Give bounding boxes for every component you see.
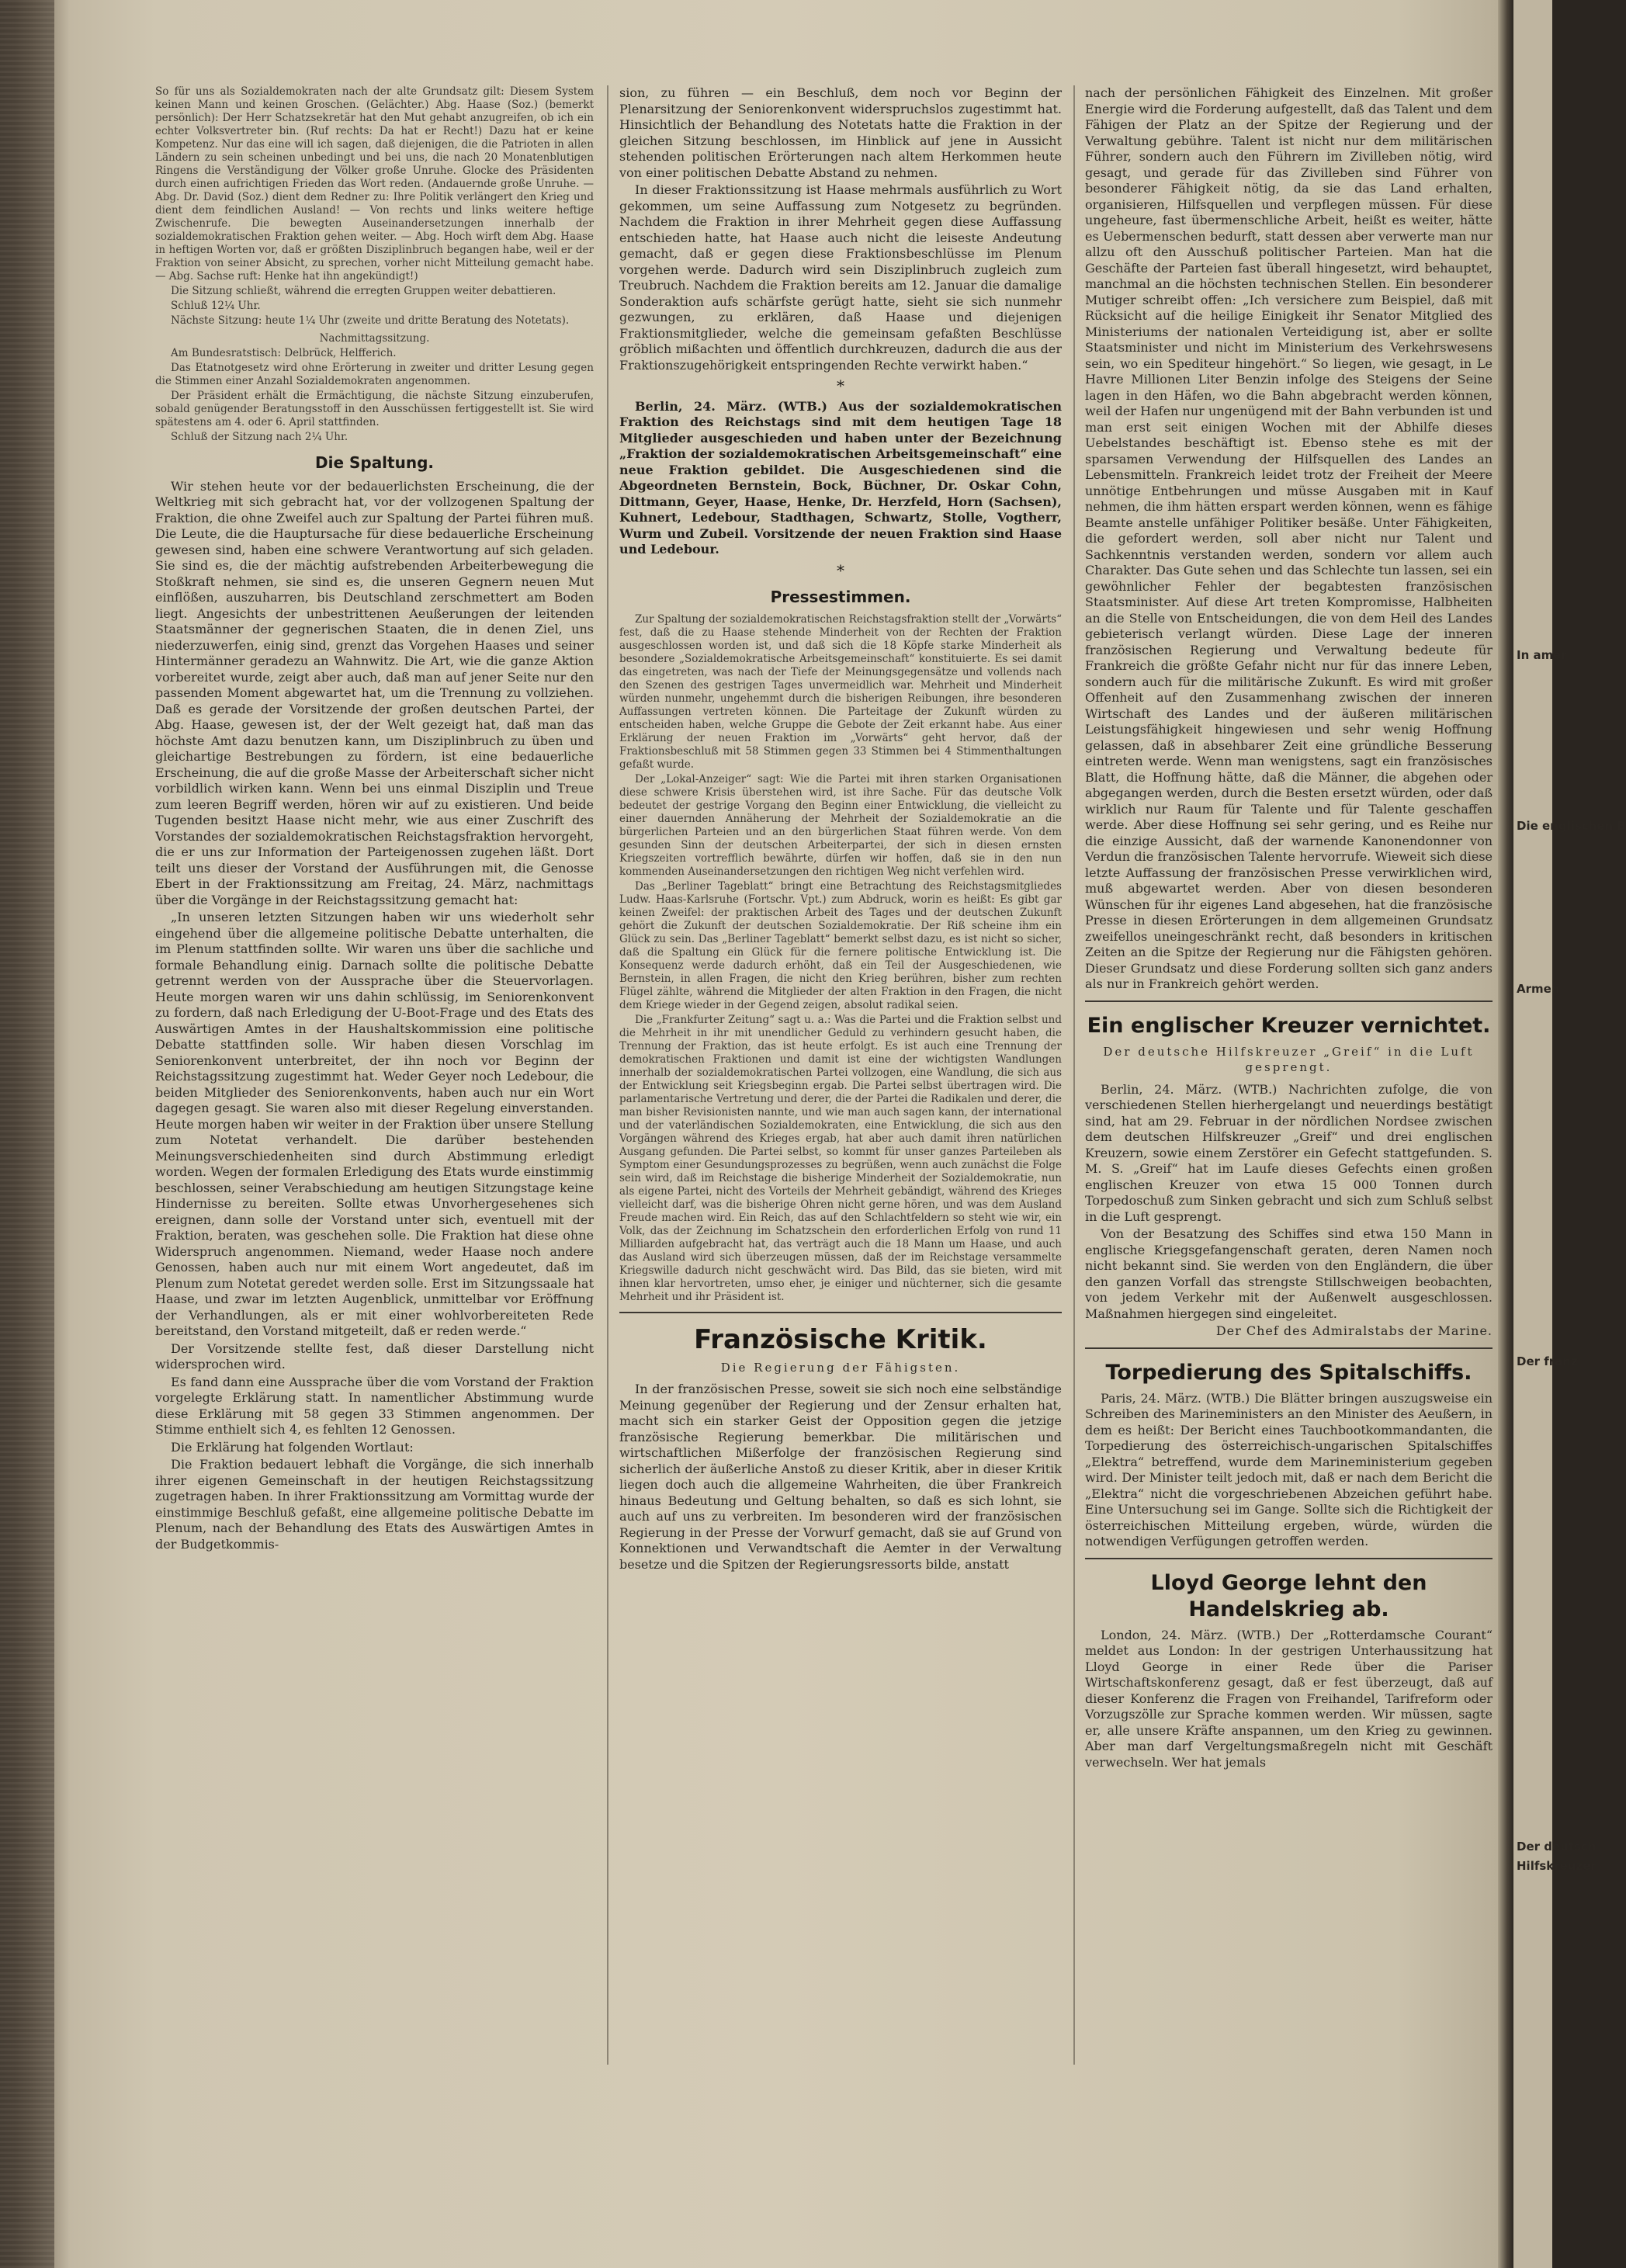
- adjacent-page-edge: [1513, 0, 1626, 2268]
- kreuzer-paragraph-2: Von der Besatzung des Schiffes sind etwa 150 Mann in englische Kriegsgefangenschaft geraten, deren Namen noch nicht bekannt sind. Sie werden von den Engländern, die über den ganzen Vorfall das strengste Stillschweigen beobachten, von jedem Verkehr mit der Außenwelt ausgeschlossen. Maßnahmen hiergegen sind eingeleitet.: [1085, 1226, 1493, 1321]
- presse-paragraph-4: Die „Frankfurter Zeitung“ sagt u. a.: Was die Partei und die Fraktion selbst und die Mehrheit in ihr mit unendlicher Geduld zu verhindern gesucht haben, die Trennung der Fraktion, das ist heute erfolgt. Es ist auch eine Trennung der demokratischen Fraktionen und damit ist eine der wichtigsten Wandlungen innerhalb der sozialdemokratischen Partei vollzogen, eine Wandlung, die sich aus der Entwicklung seit Kriegsbeginn ergab. Die Partei selbst übertragen wird. Die parlamentarische Vertretung und derer, die der Partei die Radikalen und derer, die man bisher Revisionisten nannte, und wie man auch sagen kann, der international und der vaterländischen Sozialdemokraten, eine Entwicklung, die sich aus den Vorgängen während des Krieges ergab, hat aber auch damit ihren natürlichen Ausgang gefunden. Die Partei selbst, so kommt für unser ganzes Parteileben als Symptom einer Gesundungsprozesses zu begrüßen, wenn auch zunächst die Folge sein wird, daß im Reichstage die bisherige Minderheit der Sozialdemokratie, nun als eigene Partei, nicht des Vorteils der Mehrheit gebändigt, während des Krieges vielleicht darf, was die bisherige Ohren nicht gerne hören, und was dem Ausland Freude machen wird. Ein Reich, das auf den Schlachtfeldern so steht wie wir, ein Volk, das der Zeichnung im Schatzschein den erforderlichen Erfolg von rund 11 Milliarden aufgebracht hat, das verträgt auch die 18 Mann um Haase, und auch das Ausland wird sich überzeugen müssen, daß der im Reichstage versammelte Kriegswille dadurch nicht geschwächt wird. Das Bild, das sie bieten, wird mit ihnen klar hervortreten, umso eher, je einiger und nüchterner, sich die gesamte Mehrheit und ihr Präsident ist.: [619, 1013, 1062, 1303]
- page-gutter: [1498, 0, 1513, 2268]
- spaltung-after: Der Vorsitzende stellte fest, daß dieser Darstellung nicht widersprochen wird.: [155, 1340, 594, 1372]
- debate-opening: So für uns als Sozialdemokraten nach der alte Grundsatz gilt: Diesem System keinen Mann und keinen Groschen. (Gelächter.) Abg. Haase (Soz.) (bemerkt persönlich): Der Herr Schatzsekretär hat den Mut gehabt anzugreifen, ob ich ein echter Volksvertreter bin. (Ruf rechts: Da hat er Recht!) Dazu hat er keine Kompetenz. Nur das eine will ich sagen, daß diejenigen, die die Patrioten in allen Ländern zu sein scheinen unbedingt und bei uns, die nach 20 Monatenblutigen Ringens die Verständigung der Völker große Unruhe. Glocke des Präsidenten durch einen aufrichtigen Frieden das Wort reden. (Andauernde große Unruhe. — Abg. Dr. David (Soz.) dient dem Redner zu: Ihre Politik verlängert den Krieg und dient dem feindlichen Ausland! — Von rechts und links weitere heftige Zwischenrufe. Die bewegten Auseinandersetzungen innerhalb der sozialdemokratischen Fraktion gehen weiter. — Abg. Hoch wirft dem Abg. Haase in heftigen Worten vor, daß er größten Disziplinbruch begangen habe, weil er der Fraktion von seiner Absicht, zu sprechen, vorher nicht Mitteilung gemacht habe. — Abg. Sachse ruft: Henke hat ihn angekündigt!): [155, 85, 594, 283]
- spaltung-wording: Die Erklärung hat folgenden Wortlaut:: [171, 1439, 414, 1455]
- headline-lloyd-george: Lloyd George lehnt den Handelskrieg ab.: [1150, 1570, 1427, 1621]
- edge-fragment: Der deutsch: [1517, 1840, 1597, 1854]
- kritik-continuation: nach der persönlichen Fähigkeit des Einzelnen. Mit großer Energie wird die Forderung aufgestellt, daß das Talent und dem Fähigen der Platz an der Spitze der Regierung und der Verwaltung gebühre. Talent ist nicht nur dem militärischen Führer, sondern auch den Führern im Zivilleben nötig, wird gesagt, und gerade für das Zivilleben sind Führer von besonderer Fähigkeit nötig, da sie das Land erhalten, organisieren, Hilfsquellen und verpflegen müssen. Für diese ungeheure, fast übermenschliche Arbeit, heißt es weiter, hätte es Uebermenschen bedurft, statt dessen aber verwerte man nur allzu oft den Ausschuß politischer Parteien. Man hat die Geschäfte der Parteien fast überall hingesetzt, wird behauptet, manchmal an die höchsten technischen Stellen. Ein besonderer Mutiger schreibt offen: „Ich versichere zum Beispiel, daß mit Rücksicht auf die heilige Einigkeit ihr Senator Mitglied des Ministeriums der nationalen Verteidigung ist, aber er sollte Staatsminister und nicht im Ministerium des Verkehrswesens sein, wo ein Spediteur hingehört.“ So liegen, wie gesagt, in Le Havre Millionen Liter Benzin infolge des Steigens der Seine lagen in den Häfen, wo die Bahn abgebracht werden können, weil der Hafen nur ungenügend mit der Bahn verbunden ist und man erst seit einigen Wochen mit der Abhilfe dieses Uebelstandes beschäftigt ist. Ebenso stehe es mit der sparsamen Verwendung der Hilfsquellen des Landes an Lebensmitteln. Frankreich leidet trotz der Freiheit der Meere unnötige Entbehrungen und müsse Ausgaben mit in Kauf nehmen, die ihm hätten erspart werden können, wenn es fähige Beamte anstelle unfähiger Politiker besäße. Unter Fähigkeiten, die gefordert werden, soll aber nicht nur Talent und Sachkenntnis verstanden werden, sondern vor allem auch Charakter. Das Gute sehen und das Schlechte tun lassen, sei ein gewöhnlicher Fehler der begabtesten französischen Staatsminister. Auf diese Art treten Kompromisse, Halbheiten an die Stelle von Entscheidungen, die von dem Heil des Landes gebieterisch verlangt würden. Diese Lage der inneren französischen Regierung und Verwaltung bedeute für Frankreich die größte Gefahr nicht nur für das innere Leben, sondern auch für die militärische Zukunft. Es wird mit großer Offenheit auf den Zusammenhang zwischen der inneren Wirtschaft des Landes und der äußeren militärischen Leistungsfähigkeit hingewiesen und sehr wenig Hoffnung gelassen, daß in absehbarer Zeit eine gründliche Besserung eintreten werde. Wenn man wenigstens, sagt ein französisches Blatt, die Hoffnung hätte, daß die Männer, die abgehen oder abgegangen werden, durch die Besten ersetzt würden, oder daß wirklich nur Raum für Talente und für Talente geschaffen werde. Aber diese Hoffnung sei sehr gering, und es Reihe nur die einzige Aussicht, daß der warnende Kanonendonner von Verdun die französischen Talente hervorrufe. Wieweit sich diese letzte Auffassung der französischen Presse verwirklichen wird, muß abgewartet werden. Aber von diesen besonderen Wünschen für ihr eigenes Land abgesehen, hat die französische Presse in diesen Erörterungen in dem allgemeinen Grundsatz zweifellos uneingeschränkt recht, daß besonders in kritischen Zeiten an die Spitze der Regierung nur die Fähigsten gehören. Dieser Grundsatz und diese Forderung sollten sich ganz anders als nur in Frankreich gehört werden.: [1085, 85, 1493, 991]
- continuation: sion, zu führen — ein Beschluß, dem noch vor Beginn der Plenarsitzung der Seniorenkonvent widerspruchslos zugestimmt hat. Hinsichtlich der Behandlung des Notetats hatte die Fraktion in der gleichen Sitzung beschlossen, im Hinblick auf jene in Aussicht stehenden politischen Erörterungen nach altem Herkommen heute von einer politischen Debatte Abstand zu nehmen.: [619, 85, 1062, 180]
- headline-franzoesische-kritik: Französische Kritik.: [694, 1323, 987, 1355]
- kreuzer-paragraph-1: Berlin, 24. März. (WTB.) Nachrichten zufolge, die von verschiedenen Stellen hierhergelangt und neuerdings bestätigt sind, hat am 29. Februar in der nördlichen Nordsee zwischen dem deutschen Hilfskreuzer „Greif“ und drei englischen Kreuzern, sowie einem Zerstörer ein Gefecht stattgefunden. S. M. S. „Greif“ hat im Laufe dieses Gefechts einen großen englischen Kreuzer von etwa 15 000 Tonnen durch Torpedoschuß zum Sinken gebracht und sich zum Schluß selbst in die Luft gesprengt.: [1085, 1081, 1493, 1224]
- spaltung-declaration: Die Fraktion bedauert lebhaft die Vorgänge, die sich innerhalb ihrer eigenen Gemeinschaft in der heutigen Reichstagssitzung zugetragen haben. In ihrer Fraktionssitzung am Vormittag wurde der einstimmige Beschluß gefaßt, eine allgemeine politische Debatte im Plenum, nach der Behandlung des Etats des Auswärtigen Amtes in der Budgetkommis-: [155, 1457, 594, 1552]
- afternoon-president: Der Präsident erhält die Ermächtigung, die nächste Sitzung einzuberufen, sobald genügender Beratungsstoff in den Ausschüssen fertiggestellt ist. Sie wird spätestens am 4. oder 6. April stattfinden.: [155, 390, 594, 428]
- heading-pressestimmen: Pressestimmen.: [770, 588, 911, 606]
- column-2: [619, 85, 1062, 1574]
- section-star: *: [837, 560, 844, 580]
- spaltung-paragraph-1: Wir stehen heute vor der bedauerlichsten Erscheinung, die der Weltkrieg mit sich gebracht hat, vor der vollzogenen Spaltung der Fraktion, die ohne Zweifel auch zur Spaltung der Partei führen muß. Die Leute, die die Hauptursache für diese bedauerliche Erscheinung gewesen sind, haben eine schwere Verantwortung auf sich geladen. Sie sind es, die der mächtig aufstrebenden Arbeiterbewegung die Stoßkraft nehmen, sie sind es, die unseren Gegnern neuen Mut einflößen, auszuharren, bis Deutschland zerschmettert am Boden liegt. Angesichts der unbestrittenen Aeußerungen der leitenden Staatsmänner der gegnerischen Staaten, die in denen Ziel, uns niederzuwerfen, einig sind, grenzt das Vorgehen Haases und seiner Hintermänner geradezu an Wahnwitz. Die Art, wie die ganze Aktion vorbereitet wurde, zeigt aber auch, daß man auf jener Seite nur den passenden Moment abgewartet hat, um die Trennung zu vollziehen. Daß es gerade der Vorsitzende der großen deutschen Partei, der Abg. Haase, gewesen ist, der der Welt gezeigt hat, daß man das höchste Amt dazu benutzen kann, um Disziplinbruch zu üben und gleichartige Bestrebungen zu fördern, ist eine bedauerliche Erscheinung, die auf die große Masse der Arbeiterschaft sicher nicht vorbildlich wirken kann. Wenn bei uns einmal Disziplin und Treue zum leeren Begriff werden, hören wir auf zu existieren. Und beide Tugenden besitzt Haase nicht mehr, wie aus einer Zuschrift des Vorstandes der sozialdemokratischen Reichstagsfraktion hervorgeht, die er uns zur Information der Parteigenossen zugehen läßt. Dort teilt uns dieser der Vorstand der Ausführungen mit, die Genosse Ebert in der Fraktionssitzung am Freitag, 24. März, nachmittags über die Vorgänge in der Reichstagssitzung gemacht hat:: [155, 478, 594, 907]
- column-divider-1: [607, 85, 608, 2065]
- afternoon-close: Schluß der Sitzung nach 2¼ Uhr.: [171, 431, 348, 443]
- spaltung-quote: „In unseren letzten Sitzungen haben wir uns wiederholt sehr eingehend über die allgemeine politische Debatte unterhalten, die im Plenum stattfinden sollte. Wir waren uns über die sachliche und formale Behandlung einig. Darnach sollte die politische Debatte getrennt werden von der Aussprache über die Steuervorlagen. Heute morgen waren wir uns dahin schlüssig, im Seniorenkonvent zu fordern, daß nach Erledigung der U-Boot-Frage und des Etats des Auswärtigen Amtes in der Haushaltskommission eine politische Debatte stattfinden solle. Wir haben diesen Vorschlag im Seniorenkonvent unterbreitet, der ihn noch vor Beginn der Reichstagssitzung zugestimmt hat. Weder Geyer noch Ledebour, die beiden Mitglieder des Seniorenkonvents, haben auch nur ein Wort dagegen gesagt. Sie waren also mit dieser Regelung einverstanden. Heute morgen haben wir weiter in der Fraktion über unsere Stellung zum Notetat verhandelt. Die darüber bestehenden Meinungsverschiedenheiten sind durch Abstimmung erledigt worden. Wegen der formalen Erledigung des Etats wurde einstimmig beschlossen, seiner Verabschiedung am heutigen Sitzungstage keine Hindernisse zu bereiten. Sollte etwas Unvorhergesehenes sich ereignen, dann solle der Vorstand unter sich, eventuell mit der Fraktion, beraten, was geschehen solle. Die Fraktion hat diese ohne Widerspruch angenommen. Niemand, weder Haase noch andere Genossen, haben auch nur mit einem Wort angedeutet, daß im Plenum zum Notetat geredet werden solle. Erst im Sitzungssaale hat Haase, und zwar im letzten Augenblick, unmittelbar vor Eröffnung der Verhandlungen, als er mit einer wohlvorbereiteten Rede bereitstand, den Vorstand mitgeteilt, daß er reden werde.“: [155, 910, 594, 1338]
- headline-spitalschiff: Torpedierung des Spitalschiffs.: [1105, 1360, 1472, 1385]
- kreuzer-signature: Der Chef des Admiralstabs der Marine.: [1215, 1323, 1493, 1338]
- section-rule: [1085, 1000, 1493, 1002]
- section-star: *: [837, 376, 844, 395]
- section-rule: [1085, 1347, 1493, 1349]
- fraktion-paragraph: In dieser Fraktionssitzung ist Haase mehrmals ausführlich zu Wort gekommen, um seine Auffassung zum Notgesetz zu begründen. Nachdem die Fraktion in ihrer Mehrheit gegen diese Auffassung entschieden hatte, hat Haase auch nicht die leiseste Andeutung gemacht, daß er gegen diese Fraktionsbeschlüsse im Plenum vorgehen werde. Dadurch wird sein Disziplinbruch zugleich zum Treubruch. Nachdem die Fraktion bereits am 12. Januar die damalige Sonderaktion aufs schärfste gerügt hatte, sieht sie sich nunmehr gezwungen, zu erklären, daß Haase und diejenigen Fraktionsmitglieder, welche die gemeinsam gefaßten Beschlüsse gröblich mißachten und öffentlich durchkreuzen, dadurch die aus der Fraktionszugehörigkeit entspringenden Rechte verwirkt haben.“: [619, 182, 1062, 373]
- heading-spaltung: Die Spaltung.: [314, 453, 434, 472]
- close-time: Schluß 12¼ Uhr.: [171, 300, 261, 312]
- next-session: Nächste Sitzung: heute 1¼ Uhr (zweite und dritte Beratung des Notetats).: [171, 314, 570, 327]
- edge-fragment: Die englischen B: [1517, 819, 1626, 833]
- afternoon-title: Nachmittagssitzung.: [319, 332, 430, 345]
- section-rule: [619, 1312, 1062, 1313]
- edge-fragment: Der franz: [1517, 1354, 1578, 1368]
- spital-paragraph: Paris, 24. März. (WTB.) Die Blätter bringen auszugsweise ein Schreiben des Marineministers an den Minister des Aeußern, in dem es heißt: Der Bericht eines Tauchbootkommandanten, die Torpedierung des österreichisch-ungarischen Spitalschiffes „Elektra“ betreffend, wurde dem Marineministerium gegeben wird. Der Minister teilt jedoch mit, daß er nach dem Bericht die „Elektra“ nicht die vorgeschriebenen Abzeichen geführt habe. Eine Untersuchung sei im Gange. Sollte sich die Richtigkeit der österreichischen Mitteilung ergeben, würde, würden die notwendigen Verfügungen getroffen werden.: [1085, 1390, 1493, 1548]
- lloyd-paragraph: London, 24. März. (WTB.) Der „Rotterdamsche Courant“ meldet aus London: In der gestrigen Unterhaussitzung hat Lloyd George in einer Rede über die Pariser Wirtschaftskonferenz gesagt, daß er fest überzeugt, daß auf dieser Konferenz die Fragen von Freihandel, Tarifreform oder Vorzugszölle zur Sprache kommen werden. Wir müssen, sagte er, alle unsere Kräfte anspannen, um den Krieg zu gewinnen. Aber man darf Vergeltungsmaßregeln nicht mit Geschäft verwechseln. Wer hat jemals: [1085, 1627, 1493, 1770]
- column-3: [1085, 85, 1493, 1772]
- session-close: Die Sitzung schließt, während die erregten Gruppen weiter debattieren.: [171, 285, 556, 297]
- kritik-paragraph-1: In der französischen Presse, soweit sie sich noch eine selbständige Meinung gegenüber der Regierung und der Zensur erhalten hat, macht sich ein starker Geist der Opposition gegen die jetzige französische Regierung bemerkbar. Die militärischen und wirtschaftlichen Mißerfolge der französischen Regierung sind sicherlich der äußerliche Anstoß zu dieser Kritik, aber in dieser Kritik liegen doch auch die allgemeine Wahrheiten, die über Frankreich hinaus Bedeutung und Geltung behalten, so daß es sich lohnt, sie auch auf uns zu verbreiten. Im besonderen wird der französischen Regierung in der Presse der Vorwurf gemacht, daß sie auf Grund von Konnektionen und Verwandtschaft die Aemter in der Verwaltung besetze und die Spitzen der Regierungsressorts bilde, anstatt: [619, 1382, 1062, 1572]
- afternoon-body: Das Etatnotgesetz wird ohne Erörterung in zweiter und dritter Lesung gegen die Stimmen einer Anzahl Sozialdemokraten angenommen.: [155, 362, 594, 387]
- spaltung-vote: Es fand dann eine Aussprache über die vom Vorstand der Fraktion vorgelegte Erklärung statt. In namentlicher Abstimmung wurde diese Erklärung mit 58 gegen 33 Stimmen angenommen. Der Stimme enthielt sich 4, es fehlten 12 Genossen.: [155, 1374, 594, 1437]
- edge-fragment: Hilfskreuzer: [1517, 1859, 1597, 1873]
- book-binding-edge: [0, 0, 54, 2268]
- presse-paragraph-3: Das „Berliner Tageblatt“ bringt eine Betrachtung des Reichstagsmitgliedes Ludw. Haas-Karlsruhe (Fortschr. Vpt.) zum Abdruck, worin es heißt: Es gibt gar keinen Zweifel: der praktischen Arbeit des Tages und der deutschen Zukunft gehört die Zukunft der deutschen Sozialdemokratie. Der Riß scheine ihm ein Glück zu sein. Das „Berliner Tageblatt“ bemerkt selbst dazu, es ist nicht so sicher, daß die Spaltung ein Glück für die fernere politische Entwicklung ist. Die Konsequenz werde dadurch erhöht, daß ein Teil der Ausgeschiedenen, wie Bernstein, in allen Fragen, die nicht den Krieg berühren, bisher zum rechten Flügel zählte, während die Mitglieder der alten Fraktion in den Fragen, die nicht dem Kriege wieder in der Gegend zeigen, absolut radikal seien.: [619, 879, 1062, 1011]
- section-rule: [1085, 1558, 1493, 1559]
- column-divider-2: [1073, 85, 1075, 2065]
- afternoon-table: Am Bundesratstisch: Delbrück, Helfferich.: [171, 347, 397, 359]
- headline-englischer-kreuzer: Ein englischer Kreuzer vernichtet.: [1087, 1013, 1491, 1038]
- subheadline-kreuzer: Der deutsche Hilfskreuzer „Greif“ in die Luft gesprengt.: [1103, 1044, 1475, 1074]
- berlin-report: Berlin, 24. März. (WTB.) Aus der sozialdemokratischen Fraktion des Reichstags sind mit dem heutigen Tage 18 Mitglieder ausgeschieden und haben unter der Bezeichnung „Fraktion der sozialdemokratischen Arbeitsgemeinschaft“ eine neue Fraktion gebildet. Die Ausgeschiedenen sind die Abgeordneten Bernstein, Bock, Büchner, Dr. Oskar Cohn, Dittmann, Geyer, Haase, Henke, Dr. Herzfeld, Horn (Sachsen), Kuhnert, Ledebour, Stadthagen, Schwartz, Stolle, Vogtherr, Wurm und Zubeil. Vorsitzende der neuen Fraktion sind Haase und Ledebour.: [619, 398, 1062, 557]
- edge-fragment: Armen: [1517, 982, 1560, 996]
- presse-paragraph-1: Zur Spaltung der sozialdemokratischen Reichstagsfraktion stellt der „Vorwärts“ fest, daß die zu Haase stehende Minderheit von der Rechten der Fraktion ausgeschlossen worden ist, und daß sich die 18 Köpfe starke Minderheit als besondere „Sozialdemokratische Arbeitsgemeinschaft“ konstituierte. Es sei damit das eingetreten, was nach der Tiefe der Meinungsgegensätze und vollends nach den Szenen des gestrigen Tages unvermeidlich war. Mehrheit und Minderheit würden nunmehr, ungehemmt durch die bisherigen Reibungen, ihre besonderen Auffassungen vertreten können. Die Parteitage der Zukunft würden zu entscheiden haben, welche Gruppe die Gebote der Zeit erkannt habe. Aus einer Erklärung der neuen Fraktion im „Vorwärts“ geht hervor, daß der Fraktionsbeschluß mit 58 Stimmen gegen 33 Stimmen bei 4 Stimmenthaltungen gefaßt wurde.: [619, 612, 1062, 771]
- subheadline-kritik: Die Regierung der Fähigsten.: [720, 1360, 961, 1375]
- presse-paragraph-2: Der „Lokal-Anzeiger“ sagt: Wie die Partei mit ihren starken Organisationen diese schwere Krisis überstehen wird, ist ihre Sache. Für das deutsche Volk bedeutet der gestrige Vorgang den Beginn einer Entwicklung, die vielleicht zu einer dauernden Annäherung der Mehrheit der Sozialdemokratie an die bürgerlichen Parteien und an den bürgerlichen Staat führen werde. Von dem gesunden Sinn der deutschen Arbeiterpartei, der sich in diesen ernsten Kriegszeiten vortrefflich bewährte, dürfen wir hoffen, daß sie in den nun kommenden Auseinandersetzungen den richtigen Weg nicht verfehlen wird.: [619, 772, 1062, 878]
- edge-fragment: In amer: [1517, 648, 1567, 662]
- column-1: [155, 85, 594, 1554]
